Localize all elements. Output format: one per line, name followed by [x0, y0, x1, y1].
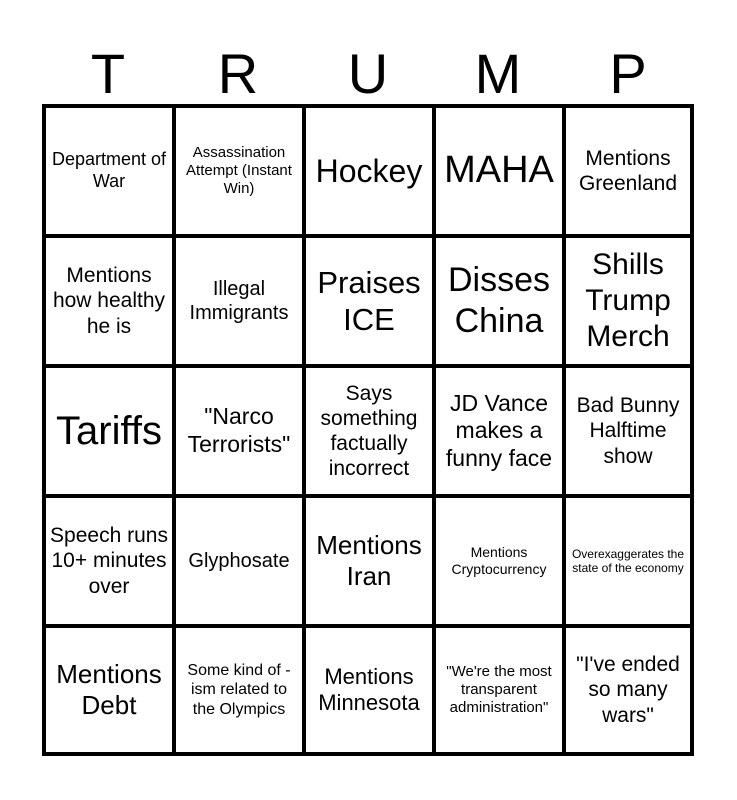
bingo-cell[interactable]	[564, 626, 692, 754]
bingo-cell[interactable]	[434, 496, 564, 626]
cell-label: "Narco Terrorists"	[187, 403, 291, 457]
cell-label: MAHA	[444, 149, 554, 192]
cell-label: Shills Trump Merch	[585, 248, 671, 353]
bingo-cell[interactable]	[44, 626, 174, 754]
bingo-cell[interactable]	[564, 236, 692, 366]
cell-label: Assassination Attempt (Instant Win)	[186, 144, 292, 197]
cell-label: Some kind of -ism related to the Olympics	[187, 662, 291, 718]
bingo-cell[interactable]	[434, 106, 564, 236]
bingo-cell[interactable]	[564, 366, 692, 496]
bingo-cell[interactable]	[304, 366, 434, 496]
cell-label: Says something factually incorrect	[320, 381, 418, 481]
bingo-cell[interactable]	[174, 366, 304, 496]
cell-label: Disses China	[447, 261, 551, 340]
bingo-grid	[42, 104, 694, 756]
cell-label: Hockey	[315, 152, 423, 189]
bingo-cell[interactable]	[434, 236, 564, 366]
bingo-cell[interactable]	[174, 626, 304, 754]
bingo-cell[interactable]	[304, 626, 434, 754]
cell-label: Glyphosate	[188, 550, 290, 572]
bingo-cell[interactable]	[44, 236, 174, 366]
cell-label: Mentions Iran	[316, 529, 422, 591]
bingo-cell[interactable]	[44, 366, 174, 496]
header-letter-m: M	[474, 42, 522, 105]
bingo-cell[interactable]	[304, 236, 434, 366]
bingo-cell[interactable]	[304, 496, 434, 626]
header-letter-p: P	[609, 42, 647, 105]
cell-label: Department of War	[51, 149, 167, 191]
cell-label: Tariffs	[56, 409, 162, 453]
cell-label: Bad Bunny Halftime show	[576, 394, 680, 468]
cell-label: Illegal Immigrants	[189, 278, 289, 324]
cell-label: Mentions Debt	[56, 658, 162, 720]
cell-label: Mentions Minnesota	[318, 663, 420, 715]
cell-label: Speech runs 10+ minutes over	[50, 524, 168, 598]
cell-label: Mentions how healthy he is	[52, 264, 166, 338]
bingo-cell[interactable]	[44, 106, 174, 236]
cell-label: JD Vance makes a funny face	[445, 389, 553, 471]
bingo-cell[interactable]	[44, 496, 174, 626]
bingo-cell[interactable]	[564, 106, 692, 236]
bingo-cell[interactable]	[564, 496, 692, 626]
bingo-cell[interactable]	[174, 106, 304, 236]
cell-label: Mentions Cryptocurrency	[451, 544, 547, 577]
bingo-cell[interactable]	[434, 366, 564, 496]
bingo-cell[interactable]	[174, 236, 304, 366]
bingo-cell[interactable]	[174, 496, 304, 626]
cell-label: Praises ICE	[317, 264, 421, 337]
bingo-cell[interactable]	[304, 106, 434, 236]
bingo-header	[43, 42, 694, 106]
header-letter-u: U	[347, 42, 389, 105]
header-letter-t: T	[90, 42, 126, 105]
bingo-cell[interactable]	[434, 626, 564, 754]
cell-label: Mentions Greenland	[578, 146, 678, 195]
cell-label: "I've ended so many wars"	[576, 653, 680, 727]
cell-label: "We're the most transparent administration"	[446, 663, 552, 716]
header-letter-r: R	[217, 42, 259, 105]
cell-label: Overexaggerates the state of the economy	[571, 546, 685, 575]
